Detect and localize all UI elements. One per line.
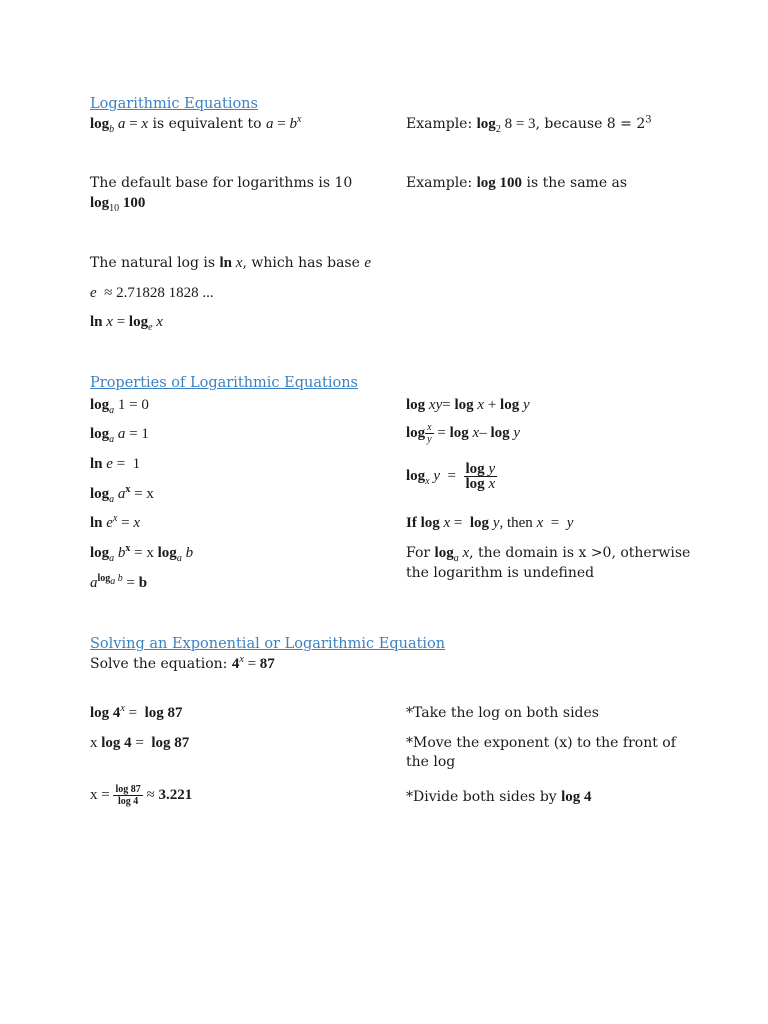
example-1-prefix: Example: bbox=[406, 116, 473, 132]
ln-definition: $\ln x = \log_e x$ bbox=[90, 314, 163, 333]
example-2-suffix: is the same as bbox=[526, 175, 628, 191]
section-title-logarithmic-equations: Logarithmic Equations bbox=[90, 96, 258, 112]
section-title-solving: Solving an Exponential or Logarithmic Equation bbox=[90, 636, 446, 652]
example-2-prefix: Example: bbox=[406, 175, 473, 191]
step-1-equation: $\log 4^x = \log 87$ bbox=[90, 703, 183, 721]
prop-power-rule: $\log_a b^x = x$ $\log_a b$ bbox=[90, 543, 194, 564]
prop-inverse: $a^{log_a b} = b$ bbox=[90, 573, 148, 591]
domain-prefix: For bbox=[406, 545, 431, 561]
domain-line-2: the logarithm is undefined bbox=[406, 565, 595, 581]
example-2: Example: log 100 is the same as bbox=[406, 175, 628, 191]
prop-domain: For $\log_a x$, the domain is x >0, otherwise bbox=[406, 545, 691, 564]
step-2-equation: x log 4 = log 87 bbox=[90, 735, 190, 751]
natural-log-prefix: The natural log is bbox=[90, 255, 216, 271]
definition-line: $\log_b a = x$ is equivalent to $a = b^x$ bbox=[90, 114, 302, 135]
section-title-properties: Properties of Logarithmic Equations bbox=[90, 375, 358, 391]
domain-suffix: , the domain is x >0, otherwise bbox=[469, 545, 691, 561]
default-base-text: The default base for logarithms is 10 bbox=[90, 175, 353, 191]
solve-equation-line: Solve the equation: $4^x = 87$ bbox=[90, 654, 275, 672]
prop-log-a-ax: $\log_a a^x = x$ bbox=[90, 484, 154, 505]
prop-ln-ex: $\ln e^x = x$ bbox=[90, 513, 141, 531]
equivalent-text: is equivalent to bbox=[152, 116, 262, 132]
prop-product-rule: log xy= log x + log y bbox=[406, 397, 530, 413]
example-1: Example: $\log_2 8 = 3$, because $8 = 2^3$ bbox=[406, 114, 652, 135]
solve-prefix: Solve the equation: bbox=[90, 656, 228, 672]
prop-equality: If log x = log y, then x = y bbox=[406, 515, 574, 531]
approx-result: 3.221 bbox=[158, 786, 193, 803]
example-1-because: , because 8 = 2 bbox=[535, 116, 646, 132]
natural-log-line: The natural log is ln x, which has base e bbox=[90, 255, 372, 271]
prop-quotient-rule: log $\frac{x}{y}$ = log x– log y bbox=[406, 422, 521, 445]
e-value: 2.71828 1828 ... bbox=[116, 285, 214, 301]
step-3-note: *Divide both sides by log 4 bbox=[406, 789, 592, 805]
divide-text: *Divide both sides by bbox=[406, 789, 557, 805]
step-1-note: *Take the log on both sides bbox=[406, 705, 599, 721]
prop-log-a-1: $\log_a 1 = 0$ bbox=[90, 397, 149, 416]
e-approx-line: e ≈ 2.71828 1828 ... bbox=[90, 285, 214, 301]
prop-ln-e: ln e = 1 bbox=[90, 456, 141, 472]
natural-log-mid: , which has base bbox=[242, 255, 360, 271]
step-2-note-line-1: *Move the exponent (x) to the front of bbox=[406, 735, 676, 751]
prop-change-of-base: $\log_x y$ = $\frac{\text{log y}}{\text{log x}}$ bbox=[406, 461, 496, 492]
prop-log-a-a: $\log_a a = 1$ bbox=[90, 426, 149, 445]
log10-100: $\log_{10} 100$ bbox=[90, 195, 146, 214]
step-3-equation: x = $\frac{\log 87}{\log 4}$ ≈ 3.221 bbox=[90, 784, 193, 807]
step-2-note-line-2: the log bbox=[406, 754, 456, 770]
